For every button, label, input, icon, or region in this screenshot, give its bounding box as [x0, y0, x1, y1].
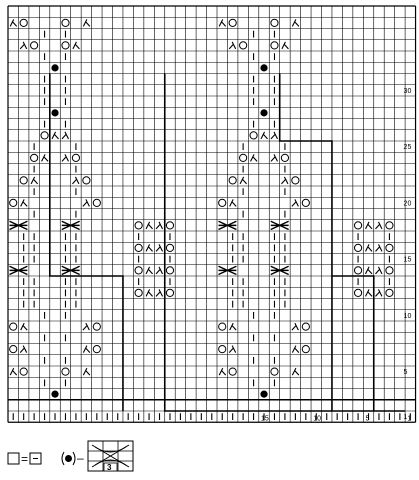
- yarn-over-icon: [135, 267, 142, 274]
- yarn-over-icon: [302, 199, 309, 206]
- legend-bobble-icon: [65, 455, 72, 462]
- decrease-icon: [83, 368, 90, 375]
- decrease-icon: [366, 267, 373, 274]
- yarn-over-icon: [281, 154, 288, 161]
- decrease-icon: [229, 42, 236, 49]
- yarn-over-icon: [135, 244, 142, 251]
- yarn-over-icon: [250, 132, 257, 139]
- legend-empty-square-icon: [8, 453, 19, 464]
- decrease-icon: [375, 244, 382, 251]
- bobble-icon: [260, 64, 267, 71]
- decrease-icon: [230, 323, 237, 330]
- decrease-icon: [282, 42, 289, 49]
- decrease-icon: [62, 154, 69, 161]
- decrease-icon: [219, 368, 226, 375]
- bobble-icon: [51, 391, 58, 398]
- yarn-over-icon: [354, 289, 361, 296]
- yarn-over-icon: [386, 244, 393, 251]
- decrease-icon: [83, 323, 90, 330]
- decrease-icon: [219, 19, 226, 26]
- decrease-icon: [83, 19, 90, 26]
- column-number-label: 10: [313, 415, 322, 423]
- decrease-icon: [146, 289, 153, 296]
- yarn-over-icon: [386, 267, 393, 274]
- decrease-icon: [292, 346, 299, 353]
- decrease-icon: [62, 132, 69, 139]
- decrease-icon: [375, 289, 382, 296]
- decrease-icon: [42, 154, 49, 161]
- yarn-over-icon: [229, 368, 236, 375]
- yarn-over-icon: [20, 177, 27, 184]
- yarn-over-icon: [62, 368, 69, 375]
- yarn-over-icon: [219, 323, 226, 330]
- decrease-icon: [271, 132, 278, 139]
- row-number-label: 25: [403, 144, 412, 152]
- legend-bobble-bracket-left-icon: [62, 452, 64, 465]
- decrease-icon: [73, 42, 80, 49]
- yarn-over-icon: [386, 289, 393, 296]
- row-number-label: 30: [403, 87, 412, 95]
- yarn-over-icon: [271, 19, 278, 26]
- yarn-over-icon: [31, 42, 38, 49]
- decrease-icon: [21, 199, 28, 206]
- decrease-icon: [52, 132, 59, 139]
- decrease-icon: [72, 177, 79, 184]
- column-number-label: 15: [261, 415, 269, 423]
- decrease-icon: [292, 368, 299, 375]
- yarn-over-icon: [166, 289, 173, 296]
- decrease-icon: [261, 132, 268, 139]
- yarn-over-icon: [62, 42, 69, 49]
- bobble-icon: [51, 109, 58, 116]
- decrease-icon: [251, 154, 258, 161]
- bobble-icon: [51, 64, 58, 71]
- decrease-icon: [10, 19, 17, 26]
- row-number-label: 1: [403, 414, 408, 422]
- yarn-over-icon: [10, 346, 17, 353]
- decrease-icon: [146, 244, 153, 251]
- legend-dash: –: [77, 451, 84, 465]
- legend-equals-sign: =: [21, 452, 29, 466]
- yarn-over-icon: [83, 177, 90, 184]
- yarn-over-icon: [135, 289, 142, 296]
- decrease-icon: [10, 368, 17, 375]
- yarn-over-icon: [271, 368, 278, 375]
- decrease-icon: [229, 346, 236, 353]
- row-number-label: 5: [403, 369, 408, 377]
- yarn-over-icon: [354, 267, 361, 274]
- yarn-over-icon: [302, 346, 309, 353]
- chart-grid: [8, 6, 416, 422]
- decrease-icon: [281, 177, 288, 184]
- decrease-icon: [20, 42, 27, 49]
- decrease-icon: [21, 323, 28, 330]
- yarn-over-icon: [229, 19, 236, 26]
- decrease-icon: [146, 267, 153, 274]
- decrease-icon: [366, 244, 373, 251]
- yarn-over-icon: [219, 199, 226, 206]
- yarn-over-icon: [10, 323, 17, 330]
- yarn-over-icon: [166, 222, 173, 229]
- yarn-over-icon: [292, 177, 299, 184]
- yarn-over-icon: [93, 323, 100, 330]
- yarn-over-icon: [302, 323, 309, 330]
- decrease-icon: [292, 199, 299, 206]
- legend-cable-icon: [88, 441, 133, 472]
- yarn-over-icon: [219, 346, 226, 353]
- row-numbers: [404, 88, 412, 421]
- decrease-icon: [31, 177, 38, 184]
- yarn-over-icon: [271, 42, 278, 49]
- yarn-over-icon: [93, 199, 100, 206]
- decrease-icon: [156, 289, 163, 296]
- legend: [8, 441, 133, 472]
- bobble-icon: [260, 391, 267, 398]
- legend-bobble-bracket-right-icon: [73, 452, 75, 465]
- yarn-over-icon: [166, 244, 173, 251]
- column-number-label: 1: [407, 415, 412, 423]
- row-number-label: 20: [403, 200, 412, 208]
- yarn-over-icon: [20, 19, 27, 26]
- yarn-over-icon: [354, 244, 361, 251]
- decrease-icon: [375, 267, 382, 274]
- yarn-over-icon: [240, 42, 247, 49]
- yarn-over-icon: [93, 346, 100, 353]
- decrease-icon: [146, 222, 153, 229]
- row-number-label: 15: [403, 256, 412, 264]
- decrease-icon: [366, 222, 373, 229]
- decrease-icon: [83, 346, 90, 353]
- decrease-icon: [156, 267, 163, 274]
- yarn-over-icon: [72, 154, 79, 161]
- yarn-over-icon: [240, 154, 247, 161]
- column-number-label: 5: [365, 415, 370, 423]
- decrease-icon: [83, 199, 90, 206]
- yarn-over-icon: [10, 199, 17, 206]
- decrease-icon: [366, 289, 373, 296]
- decrease-icon: [156, 222, 163, 229]
- column-numbers: [261, 415, 411, 422]
- legend-cable-count: 3: [107, 463, 112, 472]
- bobble-icon: [260, 109, 267, 116]
- decrease-icon: [240, 177, 247, 184]
- decrease-icon: [20, 346, 27, 353]
- yarn-over-icon: [166, 267, 173, 274]
- yarn-over-icon: [31, 154, 38, 161]
- decrease-icon: [292, 19, 299, 26]
- decrease-icon: [156, 244, 163, 251]
- yarn-over-icon: [354, 222, 361, 229]
- yarn-over-icon: [386, 222, 393, 229]
- row-number-label: 10: [403, 312, 412, 320]
- decrease-icon: [375, 222, 382, 229]
- yarn-over-icon: [229, 177, 236, 184]
- decrease-icon: [230, 199, 237, 206]
- yarn-over-icon: [41, 132, 48, 139]
- yarn-over-icon: [62, 19, 69, 26]
- yarn-over-icon: [20, 368, 27, 375]
- yarn-over-icon: [135, 222, 142, 229]
- decrease-icon: [292, 323, 299, 330]
- decrease-icon: [271, 154, 278, 161]
